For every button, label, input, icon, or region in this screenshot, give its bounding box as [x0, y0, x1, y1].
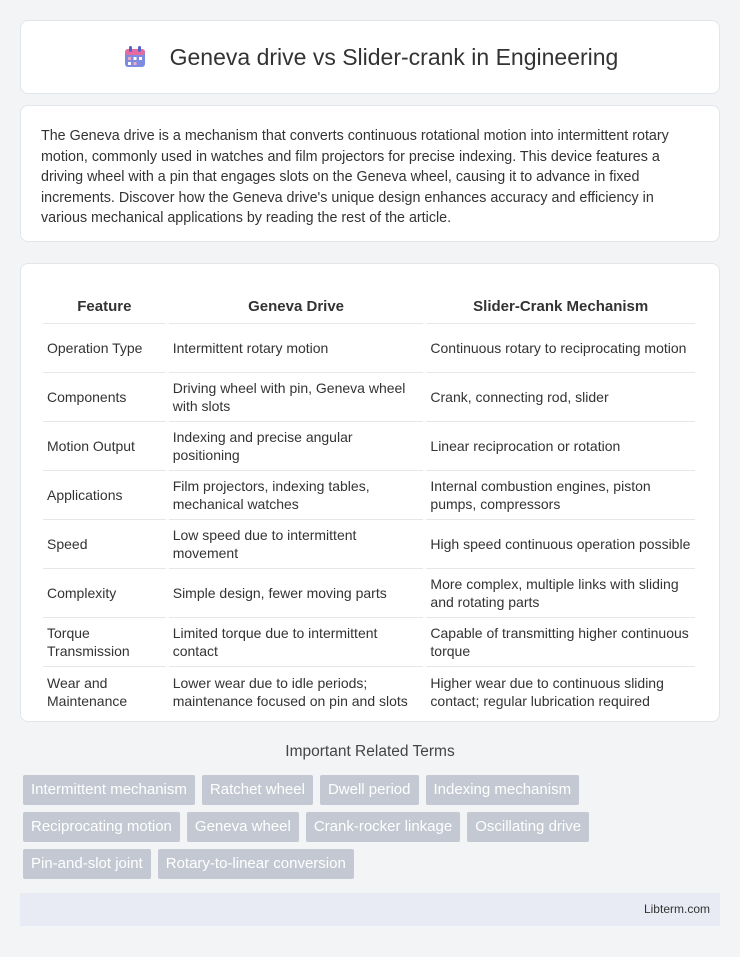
geneva-cell: Film projectors, indexing tables, mechanical watches [169, 471, 424, 520]
intro-text: The Geneva drive is a mechanism that converts continuous rotational motion into intermittent rotary motion, commonly used in watches and film projectors for precise indexing. This device features a driving wheel with a pin that engages slots on the Geneva wheel, causing it to advance in fixed increments. Discover how the Geneva drive's unique design enhances accuracy and efficiency in various mechanical applications by reading the rest of the article. [41, 128, 669, 226]
header-slider-crank: Slider-Crank Mechanism [426, 280, 695, 324]
table-header-row [43, 280, 695, 324]
comparison-table [40, 280, 698, 716]
table-row [43, 569, 695, 618]
geneva-cell: Low speed due to intermittent movement [169, 520, 424, 569]
footer-site-link[interactable]: Libterm.com [643, 902, 710, 916]
table-row [43, 520, 695, 569]
geneva-cell: Intermittent rotary motion [169, 324, 424, 373]
table-row [43, 618, 695, 667]
slider-crank-cell: High speed continuous operation possible [426, 520, 695, 569]
feature-cell: Speed [43, 520, 166, 569]
feature-cell: Applications [43, 471, 166, 520]
related-term-tag[interactable]: Indexing mechanism [426, 775, 580, 805]
title-card [20, 20, 720, 94]
geneva-cell: Lower wear due to idle periods; maintenance focused on pin and slots [172, 674, 408, 709]
geneva-cell: Driving wheel with pin, Geneva wheel with slots [169, 373, 424, 422]
related-terms-heading: Important Related Terms [285, 743, 455, 760]
feature-cell: Wear and Maintenance [47, 674, 128, 709]
slider-crank-cell: Internal combustion engines, piston pumps, compressors [426, 471, 695, 520]
related-term-tag[interactable]: Reciprocating motion [23, 812, 180, 842]
page-title: Geneva drive vs Slider-crank in Engineering [169, 43, 619, 70]
feature-cell: Operation Type [43, 324, 166, 373]
slider-crank-cell: Capable of transmitting higher continuous torque [426, 618, 695, 667]
geneva-cell: Limited torque due to intermittent contact [169, 618, 424, 667]
intro-card [20, 105, 720, 242]
related-terms-row [23, 812, 723, 842]
slider-crank-cell: Crank, connecting rod, slider [426, 373, 695, 422]
table-row [43, 471, 695, 520]
comparison-card [20, 263, 720, 722]
related-term-tag[interactable]: Oscillating drive [467, 812, 589, 842]
slider-crank-cell: Linear reciprocation or rotation [426, 422, 695, 471]
table-row [43, 373, 695, 422]
slider-crank-cell: Higher wear due to continuous sliding contact; regular lubrication required [430, 674, 664, 709]
table-row [43, 422, 695, 471]
header-geneva-drive: Geneva Drive [169, 280, 424, 324]
related-term-tag[interactable]: Rotary-to-linear conversion [158, 849, 354, 879]
related-terms-row [23, 775, 723, 805]
slider-crank-cell: More complex, multiple links with sliding and rotating parts [426, 569, 695, 618]
geneva-cell: Indexing and precise angular positioning [169, 422, 424, 471]
related-term-tag[interactable]: Intermittent mechanism [23, 775, 195, 805]
slider-crank-cell: Continuous rotary to reciprocating motion [426, 324, 695, 373]
header-feature: Feature [43, 280, 166, 324]
related-terms-list [23, 775, 723, 886]
related-terms-row [23, 849, 723, 879]
calendar-icon [122, 44, 148, 70]
feature-cell: Components [43, 373, 166, 422]
related-term-tag[interactable]: Crank-rocker linkage [306, 812, 460, 842]
feature-cell: Complexity [43, 569, 166, 618]
related-term-tag[interactable]: Dwell period [320, 775, 419, 805]
geneva-cell: Simple design, fewer moving parts [169, 569, 424, 618]
table-row [43, 667, 695, 716]
related-term-tag[interactable]: Geneva wheel [187, 812, 299, 842]
feature-cell: Torque Transmission [43, 618, 166, 667]
footer [20, 893, 720, 926]
table-row [43, 324, 695, 373]
related-term-tag[interactable]: Ratchet wheel [202, 775, 313, 805]
feature-cell: Motion Output [43, 422, 166, 471]
related-term-tag[interactable]: Pin-and-slot joint [23, 849, 151, 879]
